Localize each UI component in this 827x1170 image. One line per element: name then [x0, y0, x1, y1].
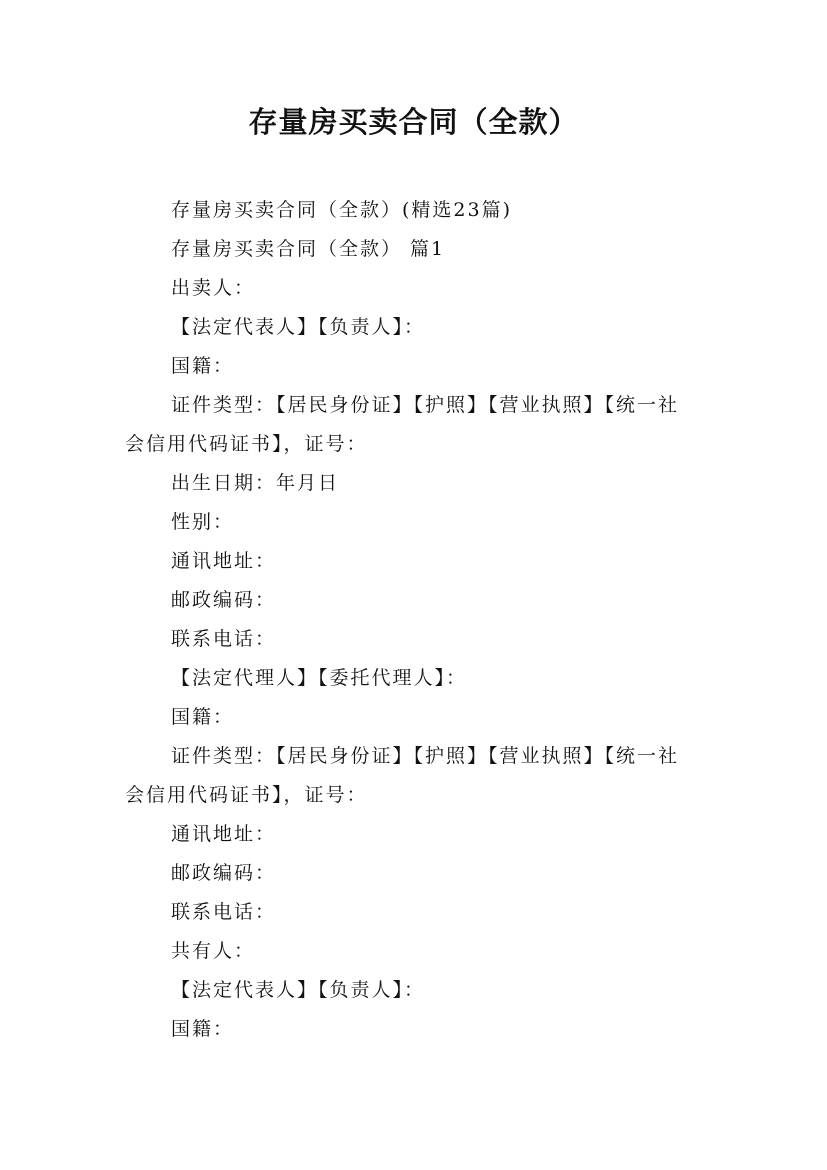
nationality-label: 国籍： [171, 355, 235, 377]
address-label: 通讯地址： [171, 823, 277, 845]
postal-code-label: 邮政编码： [171, 862, 277, 884]
legal-representative-label: 【法定代表人】【负责人】： [171, 979, 426, 1001]
document-body [125, 191, 710, 1049]
nationality-label: 国籍： [171, 1018, 235, 1040]
subtitle-line: 存量房买卖合同（全款）(精选23篇) [171, 199, 513, 221]
nationality-label: 国籍： [171, 706, 235, 728]
phone-label: 联系电话： [171, 628, 277, 650]
phone-label: 联系电话： [171, 901, 277, 923]
gender-label: 性别： [171, 511, 235, 533]
co-owner-label: 共有人： [171, 940, 256, 962]
legal-representative-label: 【法定代表人】【负责人】： [171, 316, 426, 338]
address-label: 通讯地址： [171, 550, 277, 572]
agent-label: 【法定代理人】【委托代理人】： [171, 667, 468, 689]
id-type-label: 证件类型：【居民身份证】【护照】【营业执照】【统一社 [171, 745, 680, 767]
document-title: 存量房买卖合同（全款） [248, 105, 579, 139]
section-heading: 存量房买卖合同（全款） 篇1 [171, 238, 446, 260]
id-type-label: 证件类型：【居民身份证】【护照】【营业执照】【统一社 [171, 394, 680, 416]
id-type-continuation: 会信用代码证书】，证号： [125, 433, 368, 455]
birth-date-label: 出生日期：年月日 [171, 472, 340, 494]
id-type-continuation: 会信用代码证书】，证号： [125, 784, 368, 806]
postal-code-label: 邮政编码： [171, 589, 277, 611]
seller-label: 出卖人： [171, 277, 256, 299]
